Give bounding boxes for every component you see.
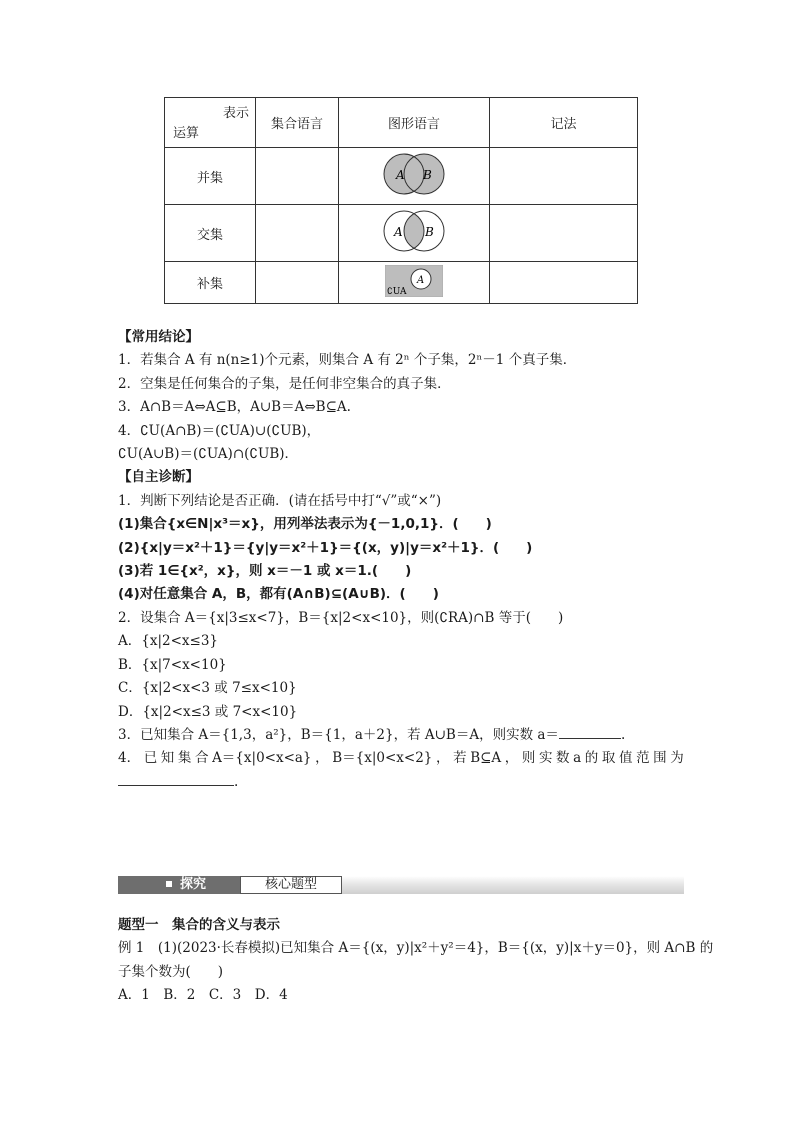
q4-part: ，	[436, 750, 450, 767]
example-1: 例 1 (1)(2023·长春模拟)已知集合 A＝{(x，y)|x²＋y²＝4}，B＝{(x，y)|x＋y＝0}，则 A∩B 的	[118, 940, 714, 957]
complement-icon	[385, 265, 443, 297]
conclusion-4: 4．∁U(A∩B)＝(∁UA)∪(∁UB)，	[118, 422, 321, 439]
example-1-cont: 子集个数为( )	[118, 963, 224, 980]
conclusions-title: 【常用结论】	[118, 329, 199, 345]
col-set-language: 集合语言	[256, 98, 339, 148]
conclusion-3: 3．A∩B＝A⇔A⊆B，A∪B＝A⇔B⊆A.	[118, 399, 351, 416]
answer-blank	[559, 724, 621, 739]
cell-empty	[490, 262, 638, 304]
example-1-options: A．1 B．2 C．3 D．4	[118, 987, 288, 1004]
question-1d: (4)对任意集合 A，B，都有(A∩B)⊆(A∪B)．( )	[118, 586, 439, 603]
venn-union-icon	[374, 151, 454, 197]
q4-part: 取	[601, 750, 616, 767]
cell-empty	[256, 262, 339, 304]
question-1: 1．判断下列结论是否正确．(请在括号中打“√”或“×”)	[118, 492, 442, 509]
q4-part: 集	[177, 750, 192, 767]
q4-part: 知	[160, 750, 175, 767]
q4-part: B⊆A	[470, 750, 502, 767]
question-1c: (3)若 1∈{x²，x}，则 x＝－1 或 x＝1.( )	[118, 563, 412, 580]
q4-part: 则	[521, 750, 536, 767]
q4-part: 合	[194, 750, 209, 767]
option-2d: D．{x|2<x≤3 或 7<x<10}	[118, 703, 298, 720]
question-4-blank-line	[118, 771, 688, 794]
question-1b: (2){x|y＝x²＋1}＝{y|y＝x²＋1}＝{(x，y)|y＝x²＋1}．( )	[118, 539, 533, 556]
set-operations-table	[164, 97, 638, 304]
cell-intersection-diagram	[339, 205, 490, 262]
cell-empty	[490, 205, 638, 262]
cell-empty	[256, 148, 339, 205]
cell-empty	[490, 148, 638, 205]
banner-dark-tab	[118, 876, 240, 894]
q4-part: 范	[636, 750, 650, 767]
q4-part: B＝{x|0<x<2}	[332, 750, 433, 767]
svg-text:A: A	[394, 225, 403, 239]
q4-part: ，	[315, 750, 329, 767]
question-4-end: .	[234, 773, 239, 790]
svg-text:A: A	[417, 274, 425, 286]
option-2a: A．{x|2<x≤3}	[118, 633, 219, 650]
section-banner	[118, 876, 684, 894]
q4-part: 4．	[118, 750, 141, 767]
banner-light-tab: 核心题型	[240, 876, 342, 894]
q4-part: 围	[653, 750, 667, 767]
row-label-intersection: 交集	[165, 205, 256, 262]
q4-part: a	[573, 750, 582, 767]
col-notation: 记法	[490, 98, 638, 148]
cell-empty	[256, 205, 339, 262]
option-2c: C．{x|2<x<3 或 7≤x<10}	[118, 680, 297, 697]
conclusion-1: 1．若集合 A 有 n(n≥1)个元素，则集合 A 有 2ⁿ 个子集，2ⁿ－1 个真子集．	[118, 352, 577, 369]
svg-text:A: A	[396, 168, 405, 182]
col-graph-language: 图形语言	[339, 98, 490, 148]
svg-text:∁UA: ∁UA	[387, 286, 407, 297]
question-3-text: 3．已知集合 A＝{1,3，a²}，B＝{1，a＋2}，若 A∪B＝A，则实数 a＝	[118, 726, 559, 743]
header-bottom-label: 运算	[173, 126, 200, 141]
conclusions-and-diagnosis	[118, 326, 688, 794]
question-1a: (1)集合{x∈N|x³＝x}，用列举法表示为{－1,0,1}．( )	[118, 516, 492, 533]
q4-part: 已	[143, 750, 158, 767]
q4-part: ，	[504, 750, 519, 767]
q4-part: 的	[584, 750, 599, 767]
q4-part: 为	[670, 750, 684, 767]
question-2: 2．设集合 A＝{x|3≤x<7}，B＝{x|2<x<10}，则(∁RA)∩B 等于( )	[118, 609, 564, 626]
question-3-end: .	[620, 726, 626, 743]
q4-part: 实	[538, 750, 553, 767]
q4-part: 值	[618, 750, 633, 767]
header-top-label: 表示	[222, 106, 249, 121]
question-3	[118, 724, 688, 747]
diagnosis-title: 【自主诊断】	[118, 469, 199, 486]
conclusion-2: 2．空集是任何集合的子集，是任何非空集合的真子集．	[118, 375, 451, 392]
q4-part: A＝{x|0<x<a}	[212, 750, 312, 767]
q4-part: 数	[556, 750, 570, 767]
row-label-union: 并集	[165, 148, 256, 205]
banner-dark-label: 探究	[180, 877, 207, 892]
cell-complement-diagram	[339, 262, 490, 304]
answer-blank	[118, 771, 234, 786]
section-title: 题型一 集合的含义与表示	[118, 917, 280, 933]
svg-text:B: B	[423, 168, 432, 182]
venn-intersection-icon	[374, 208, 454, 254]
diagonal-header-cell	[165, 98, 256, 148]
row-label-complement: 补集	[165, 262, 256, 304]
example-section	[118, 914, 714, 1008]
cell-union-diagram	[339, 148, 490, 205]
square-bullet-icon	[166, 881, 172, 887]
question-4	[118, 747, 684, 770]
option-2b: B．{x|7<x<10}	[118, 656, 227, 673]
conclusion-5: ∁U(A∪B)＝(∁UA)∩(∁UB)．	[118, 446, 299, 463]
svg-text:B: B	[425, 225, 434, 239]
q4-part: 若	[453, 750, 467, 767]
